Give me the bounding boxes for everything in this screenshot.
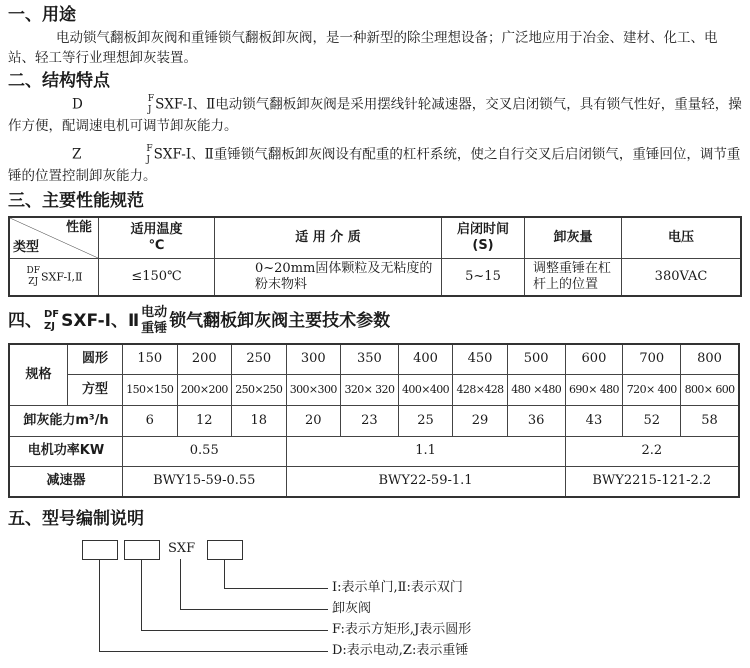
sup: DF — [44, 309, 60, 320]
para-2-text: SXF-Ⅰ、Ⅱ重锤锁气翻板卸灰阀设有配重的杠杆系统，使之自行交叉后启闭锁气，重锤回位，调节重锤的位置控制卸灰能力。 — [8, 146, 741, 184]
round-cell: 400 — [398, 344, 453, 374]
round-cell: 500 — [507, 344, 565, 374]
spec-label: 规格 — [9, 344, 68, 405]
header-voltage: 电压 — [622, 217, 742, 259]
round-cell: 200 — [177, 344, 232, 374]
prefix-letter: Z — [72, 146, 82, 163]
header-medium: 适 用 介 质 — [215, 217, 442, 259]
legend-shape: F:表示方矩形,J表示圆形 — [332, 622, 472, 637]
capacity-cell: 36 — [507, 405, 565, 436]
code-box-1 — [82, 540, 118, 560]
sub: ZJ — [28, 277, 39, 287]
prefix-letter: D — [72, 96, 83, 113]
cell-discharge: 调整重锤在杠杆上的位置 — [525, 259, 622, 297]
round-cell: 300 — [286, 344, 341, 374]
corner-bottom: 类型 — [13, 240, 40, 255]
prefix-stack — [82, 144, 152, 166]
round-cell: 350 — [341, 344, 399, 374]
section-1-title: 一、用途 — [8, 5, 76, 25]
legend-valve: 卸灰阀 — [332, 601, 372, 616]
code-box-3 — [207, 540, 243, 560]
capacity-cell: 18 — [232, 405, 287, 436]
sup: F — [146, 144, 153, 154]
square-cell: 320× 320 — [341, 374, 399, 405]
square-cell: 428×428 — [453, 374, 508, 405]
model-code-diagram — [8, 534, 742, 662]
square-cell: 720× 400 — [623, 374, 681, 405]
power-value: 2.2 — [565, 436, 739, 466]
title-top: 电动 — [141, 305, 168, 320]
header-temp: 适用温度 ℃ — [99, 217, 215, 259]
square-cell: 250×250 — [232, 374, 287, 405]
round-cell: 700 — [623, 344, 681, 374]
square-cell: 150×150 — [123, 374, 178, 405]
reducer-label: 减速器 — [9, 466, 123, 497]
capacity-cell: 52 — [623, 405, 681, 436]
sub: J — [147, 105, 152, 115]
cell-voltage: 380VAC — [622, 259, 742, 297]
title-bottom: 重锤 — [141, 321, 168, 336]
corner-top: 性能 — [65, 220, 92, 235]
square-cell: 400×400 — [398, 374, 453, 405]
round-cell: 450 — [453, 344, 508, 374]
capacity-cell: 20 — [286, 405, 341, 436]
power-label: 电机功率KW — [9, 436, 123, 466]
capacity-cell: 12 — [177, 405, 232, 436]
title-post: 锁气翻板卸灰阀主要技术参数 — [169, 311, 391, 331]
capacity-cell: 23 — [341, 405, 399, 436]
section-2-para-1 — [8, 94, 742, 136]
square-cell: 300×300 — [286, 374, 341, 405]
legend-drive: D:表示电动,Z:表示重锤 — [332, 643, 469, 658]
para-1-text: SXF-Ⅰ、Ⅱ电动锁气翻板卸灰阀是采用摆线针轮减速器，交叉启闭锁气，具有锁气性好，重量轻，操作方便，配调速电机可调节卸灰能力。 — [8, 96, 742, 134]
capacity-cell: 6 — [123, 405, 178, 436]
cell-time: 5~15 — [442, 259, 525, 297]
round-cell: 250 — [232, 344, 287, 374]
capacity-cell: 43 — [565, 405, 623, 436]
square-cell: 200×200 — [177, 374, 232, 405]
sub: ZJ — [44, 321, 55, 332]
parameters-table — [8, 343, 740, 498]
prefix-stack — [84, 94, 154, 116]
square-cell: 480 ×480 — [507, 374, 565, 405]
section-1-text: 电动锁气翻板卸灰阀和重锤锁气翻板卸灰阀，是一种新型的除尘理想设备；广泛地应用于冶金、建材、化工、电站、轻工等行业理想卸灰装置。 — [8, 30, 718, 66]
header-discharge: 卸灰量 — [525, 217, 622, 259]
reducer-value: BWY15-59-0.55 — [123, 466, 287, 497]
sup: F — [147, 94, 155, 104]
reducer-value: BWY2215-121-2.2 — [565, 466, 739, 497]
type-text: SXF-Ⅰ,Ⅱ — [40, 270, 83, 284]
cell-medium: 0~20mm固体颗粒及无粘度的粉末物料 — [215, 259, 442, 297]
type-cell — [9, 259, 99, 297]
round-label: 圆形 — [68, 344, 123, 374]
sup: DF — [26, 266, 40, 276]
section-4-title — [8, 305, 742, 337]
cell-temp: ≤150℃ — [99, 259, 215, 297]
header-time: 启闭时间 (S) — [442, 217, 525, 259]
round-cell: 600 — [565, 344, 623, 374]
corner-cell — [9, 217, 99, 259]
capacity-label: 卸灰能力m³/h — [9, 405, 123, 436]
title-pre: 四、 — [8, 311, 42, 331]
section-2-title: 二、结构特点 — [8, 71, 110, 91]
title-mid: SXF-Ⅰ、Ⅱ — [61, 311, 140, 331]
round-cell: 800 — [681, 344, 739, 374]
square-cell: 800× 600 — [681, 374, 739, 405]
round-cell: 150 — [123, 344, 178, 374]
square-label: 方型 — [68, 374, 123, 405]
power-value: 0.55 — [123, 436, 287, 466]
type-stack — [26, 266, 39, 288]
square-cell: 690× 480 — [565, 374, 623, 405]
section-2-para-2 — [8, 144, 742, 186]
legend-door: Ⅰ:表示单门,Ⅱ:表示双门 — [332, 580, 463, 595]
capacity-cell: 25 — [398, 405, 453, 436]
code-text: SXF — [168, 541, 196, 556]
power-value: 1.1 — [286, 436, 565, 466]
capacity-cell: 58 — [681, 405, 739, 436]
sub: J — [146, 155, 150, 165]
capacity-cell: 29 — [453, 405, 508, 436]
section-3-title: 三、主要性能规范 — [8, 191, 144, 211]
code-box-2 — [124, 540, 160, 560]
section-5-title: 五、型号编制说明 — [8, 509, 144, 529]
reducer-value: BWY22-59-1.1 — [286, 466, 565, 497]
performance-table — [8, 216, 742, 297]
